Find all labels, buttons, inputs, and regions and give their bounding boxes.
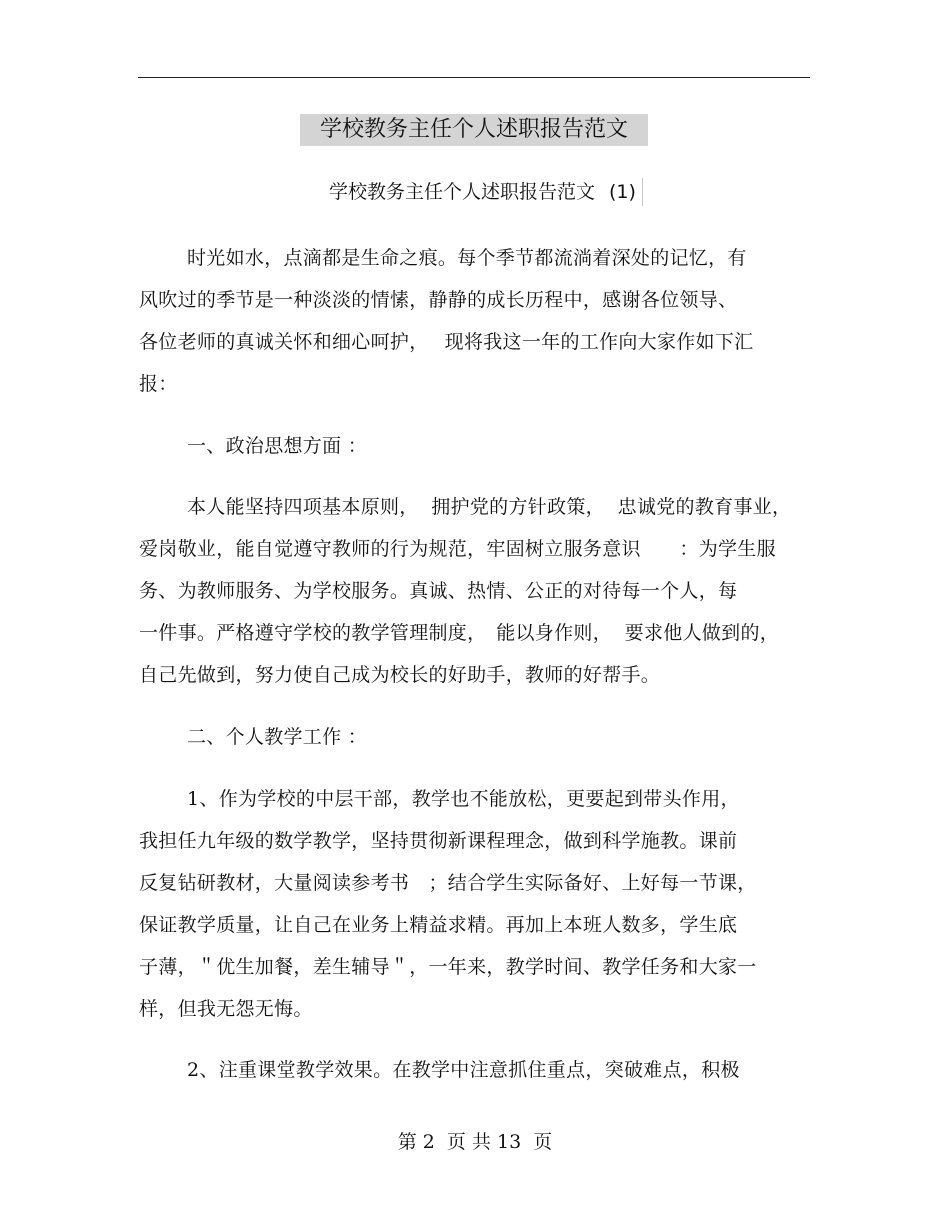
paragraph-line: 反复钻研教材，大量阅读参考书 ；结合学生实际备好、上好每一节课， [139, 872, 757, 894]
paragraph-line: 各位老师的真诚关怀和细心呵护， 现将我这一年的工作向大家作如下汇 [139, 331, 754, 353]
paragraph-line: 1、作为学校的中层干部，教学也不能放松，更要起到带头作用， [187, 788, 740, 810]
paragraph-line: 子薄，＂优生加餐，差生辅导＂，一年来，教学时间、教学任务和大家一 [139, 956, 757, 978]
page-number: 第 2 页 共 13 页 [397, 1131, 553, 1153]
paragraph-line: 风吹过的季节是一种淡淡的情愫，静静的成长历程中，感谢各位领导、 [139, 289, 738, 311]
document-title: 学校教务主任个人述职报告范文 [300, 114, 648, 146]
header-rule [138, 77, 810, 78]
paragraph-line: 2、注重课堂教学效果。在教学中注意抓住重点，突破难点，积极 [187, 1059, 740, 1081]
paragraph-line: 爱岗敬业，能自觉遵守教师的行为规范，牢固树立服务意识 ：为学生服 [139, 538, 776, 560]
paragraph-line: 时光如水，点滴都是生命之痕。每个季节都流淌着深处的记忆，有 [187, 247, 747, 269]
paragraph-line: 本人能坚持四项基本原则， 拥护党的方针政策， 忠诚党的教育事业， [187, 496, 792, 518]
section-heading: 二、个人教学工作 ： [187, 726, 368, 748]
paragraph-line: 保证教学质量，让自己在业务上精益求精。再加上本班人数多，学生底 [139, 914, 738, 936]
subtitle-number: (1) [609, 181, 636, 203]
paragraph-line: 报： [139, 373, 178, 395]
paragraph-line: 务、为教师服务、为学校服务。真诚、热情、公正的对待每一个人，每 [139, 580, 738, 602]
paragraph-line: 我担任九年级的数学教学，坚持贯彻新课程理念，做到科学施教。课前 [139, 830, 738, 852]
paragraph-line: 一件事。严格遵守学校的教学管理制度， 能以身作则， 要求他人做到的， [139, 622, 780, 644]
subtitle-text: 学校教务主任个人述职报告范文 [329, 181, 596, 203]
paragraph-line: 样，但我无怨无悔。 [139, 998, 313, 1020]
document-subtitle [329, 178, 643, 206]
paragraph-line: 自己先做到，努力使自己成为校长的好助手，教师的好帮手。 [139, 664, 661, 686]
section-heading: 一、政治思想方面 ： [187, 435, 368, 457]
